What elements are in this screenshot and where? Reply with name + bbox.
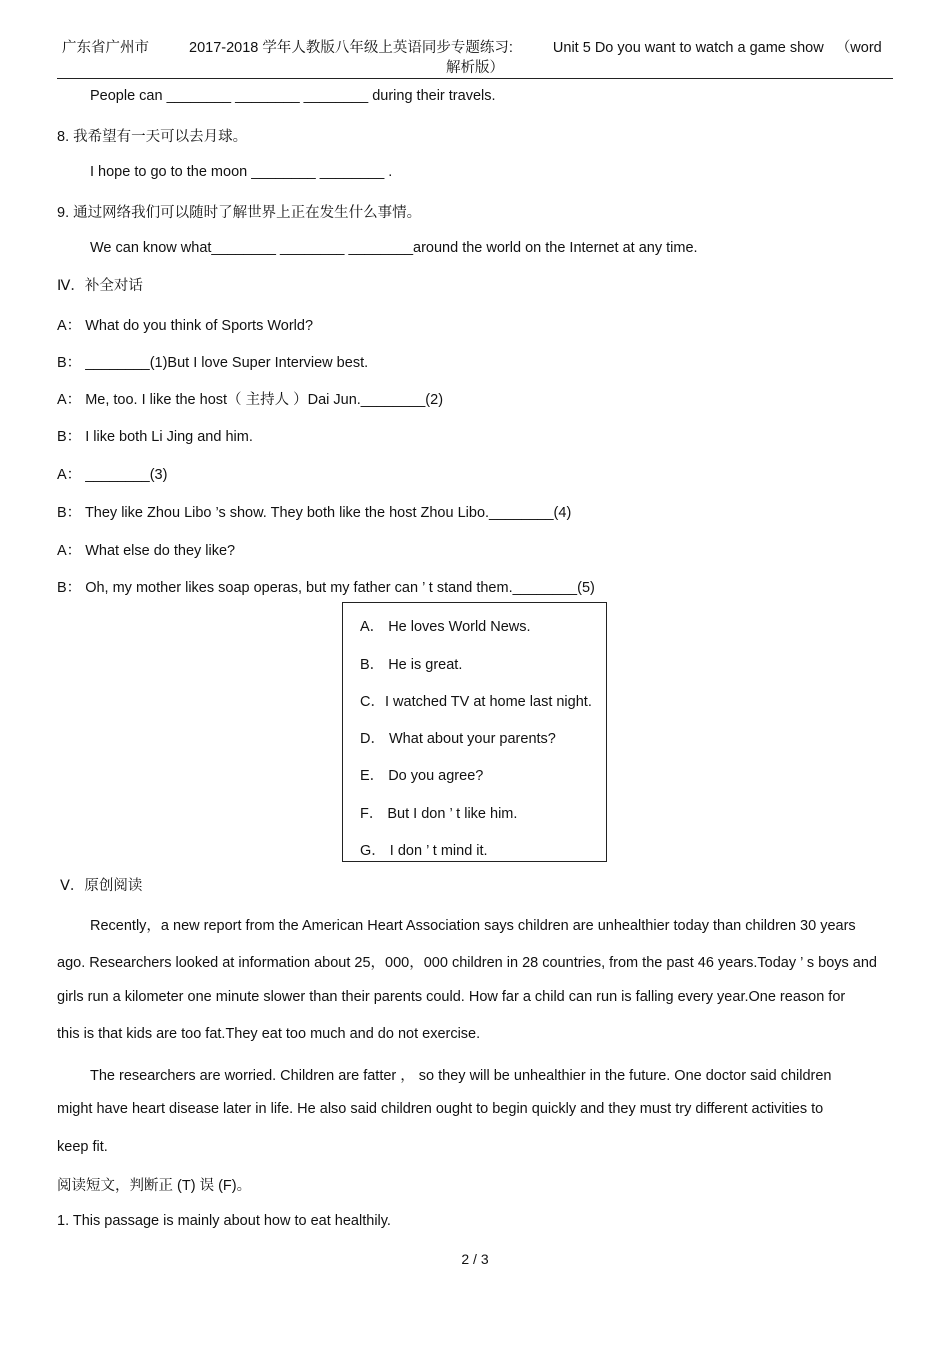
reading-question-1: 1. This passage is mainly about how to eat healthily. bbox=[57, 1213, 391, 1229]
translation-item8-sentence: I hope to go to the moon ________ ________ . bbox=[90, 164, 393, 180]
passage-line: ago. Researchers looked at information about 25，000，000 children in 28 countries, from the past 46 years.Today ’ s boys and bbox=[57, 955, 877, 971]
dialogue-line: B： They like Zhou Libo ’s show. They both like the host Zhou Libo.________(4) bbox=[57, 505, 572, 521]
dialogue-line: B： I like both Li Jing and him. bbox=[57, 429, 253, 445]
header-line2: 解析版） bbox=[446, 60, 504, 76]
passage-line: The researchers are worried. Children are fatter ， so they will be unhealthier in the future. One doctor said children bbox=[90, 1068, 832, 1084]
header-course: 2017-2018 学年人教版八年级上英语同步专题练习: bbox=[189, 40, 513, 56]
translation-item8-prompt: 8. 我希望有一天可以去月球。 bbox=[57, 129, 248, 145]
reading-instruction: 阅读短文，判断正 (T) 误 (F)。 bbox=[57, 1178, 252, 1194]
option-b: B． He is great. bbox=[360, 657, 463, 673]
header-location: 广东省广州市 bbox=[62, 40, 149, 56]
passage-line: this is that kids are too fat.They eat too much and do not exercise. bbox=[57, 1026, 481, 1042]
passage-line: Recently，a new report from the American Heart Association says children are unhealthier today than children 30 years bbox=[90, 918, 856, 934]
translation-item9-sentence: We can know what________ ________ ________around the world on the Internet at any time. bbox=[90, 240, 698, 256]
option-e: E． Do you agree? bbox=[360, 768, 484, 784]
option-d: D． What about your parents? bbox=[360, 731, 556, 747]
dialogue-line: A： What do you think of Sports World? bbox=[57, 318, 314, 334]
option-c: C．I watched TV at home last night. bbox=[360, 694, 592, 710]
header-divider bbox=[57, 78, 893, 79]
option-f: F． But I don ’ t like him. bbox=[360, 806, 518, 822]
page-header bbox=[62, 36, 882, 57]
options-box bbox=[342, 602, 607, 862]
dialogue-line: B： Oh, my mother likes soap operas, but my father can ’ t stand them.________(5) bbox=[57, 580, 595, 596]
translation-item7-sentence: People can ________ ________ ________ during their travels. bbox=[90, 88, 496, 104]
page-number: 2 / 3 bbox=[461, 1251, 489, 1267]
dialogue-line: B： ________(1)But I love Super Interview best. bbox=[57, 355, 369, 371]
dialogue-line: A： ________(3) bbox=[57, 467, 168, 483]
option-g: G． I don ’ t mind it. bbox=[360, 843, 488, 859]
passage-line: keep fit. bbox=[57, 1139, 108, 1155]
section5-title: Ⅴ．原创阅读 bbox=[60, 878, 143, 894]
dialogue-line: A： Me, too. I like the host（ 主持人 ）Dai Jun.________(2) bbox=[57, 392, 444, 408]
translation-item9-prompt: 9. 通过网络我们可以随时了解世界上正在发生什么事情。 bbox=[57, 205, 422, 221]
header-format: （word bbox=[835, 40, 882, 56]
section4-title: Ⅳ．补全对话 bbox=[57, 278, 143, 294]
header-unit: Unit 5 Do you want to watch a game show bbox=[552, 40, 824, 56]
passage-line: might have heart disease later in life. He also said children ought to begin quickly and they must try different activities to bbox=[57, 1101, 824, 1117]
option-a: A． He loves World News. bbox=[360, 619, 531, 635]
dialogue-line: A： What else do they like? bbox=[57, 543, 236, 559]
passage-line: girls run a kilometer one minute slower than their parents could. How far a child can run is falling every year.One reason for bbox=[57, 989, 846, 1005]
